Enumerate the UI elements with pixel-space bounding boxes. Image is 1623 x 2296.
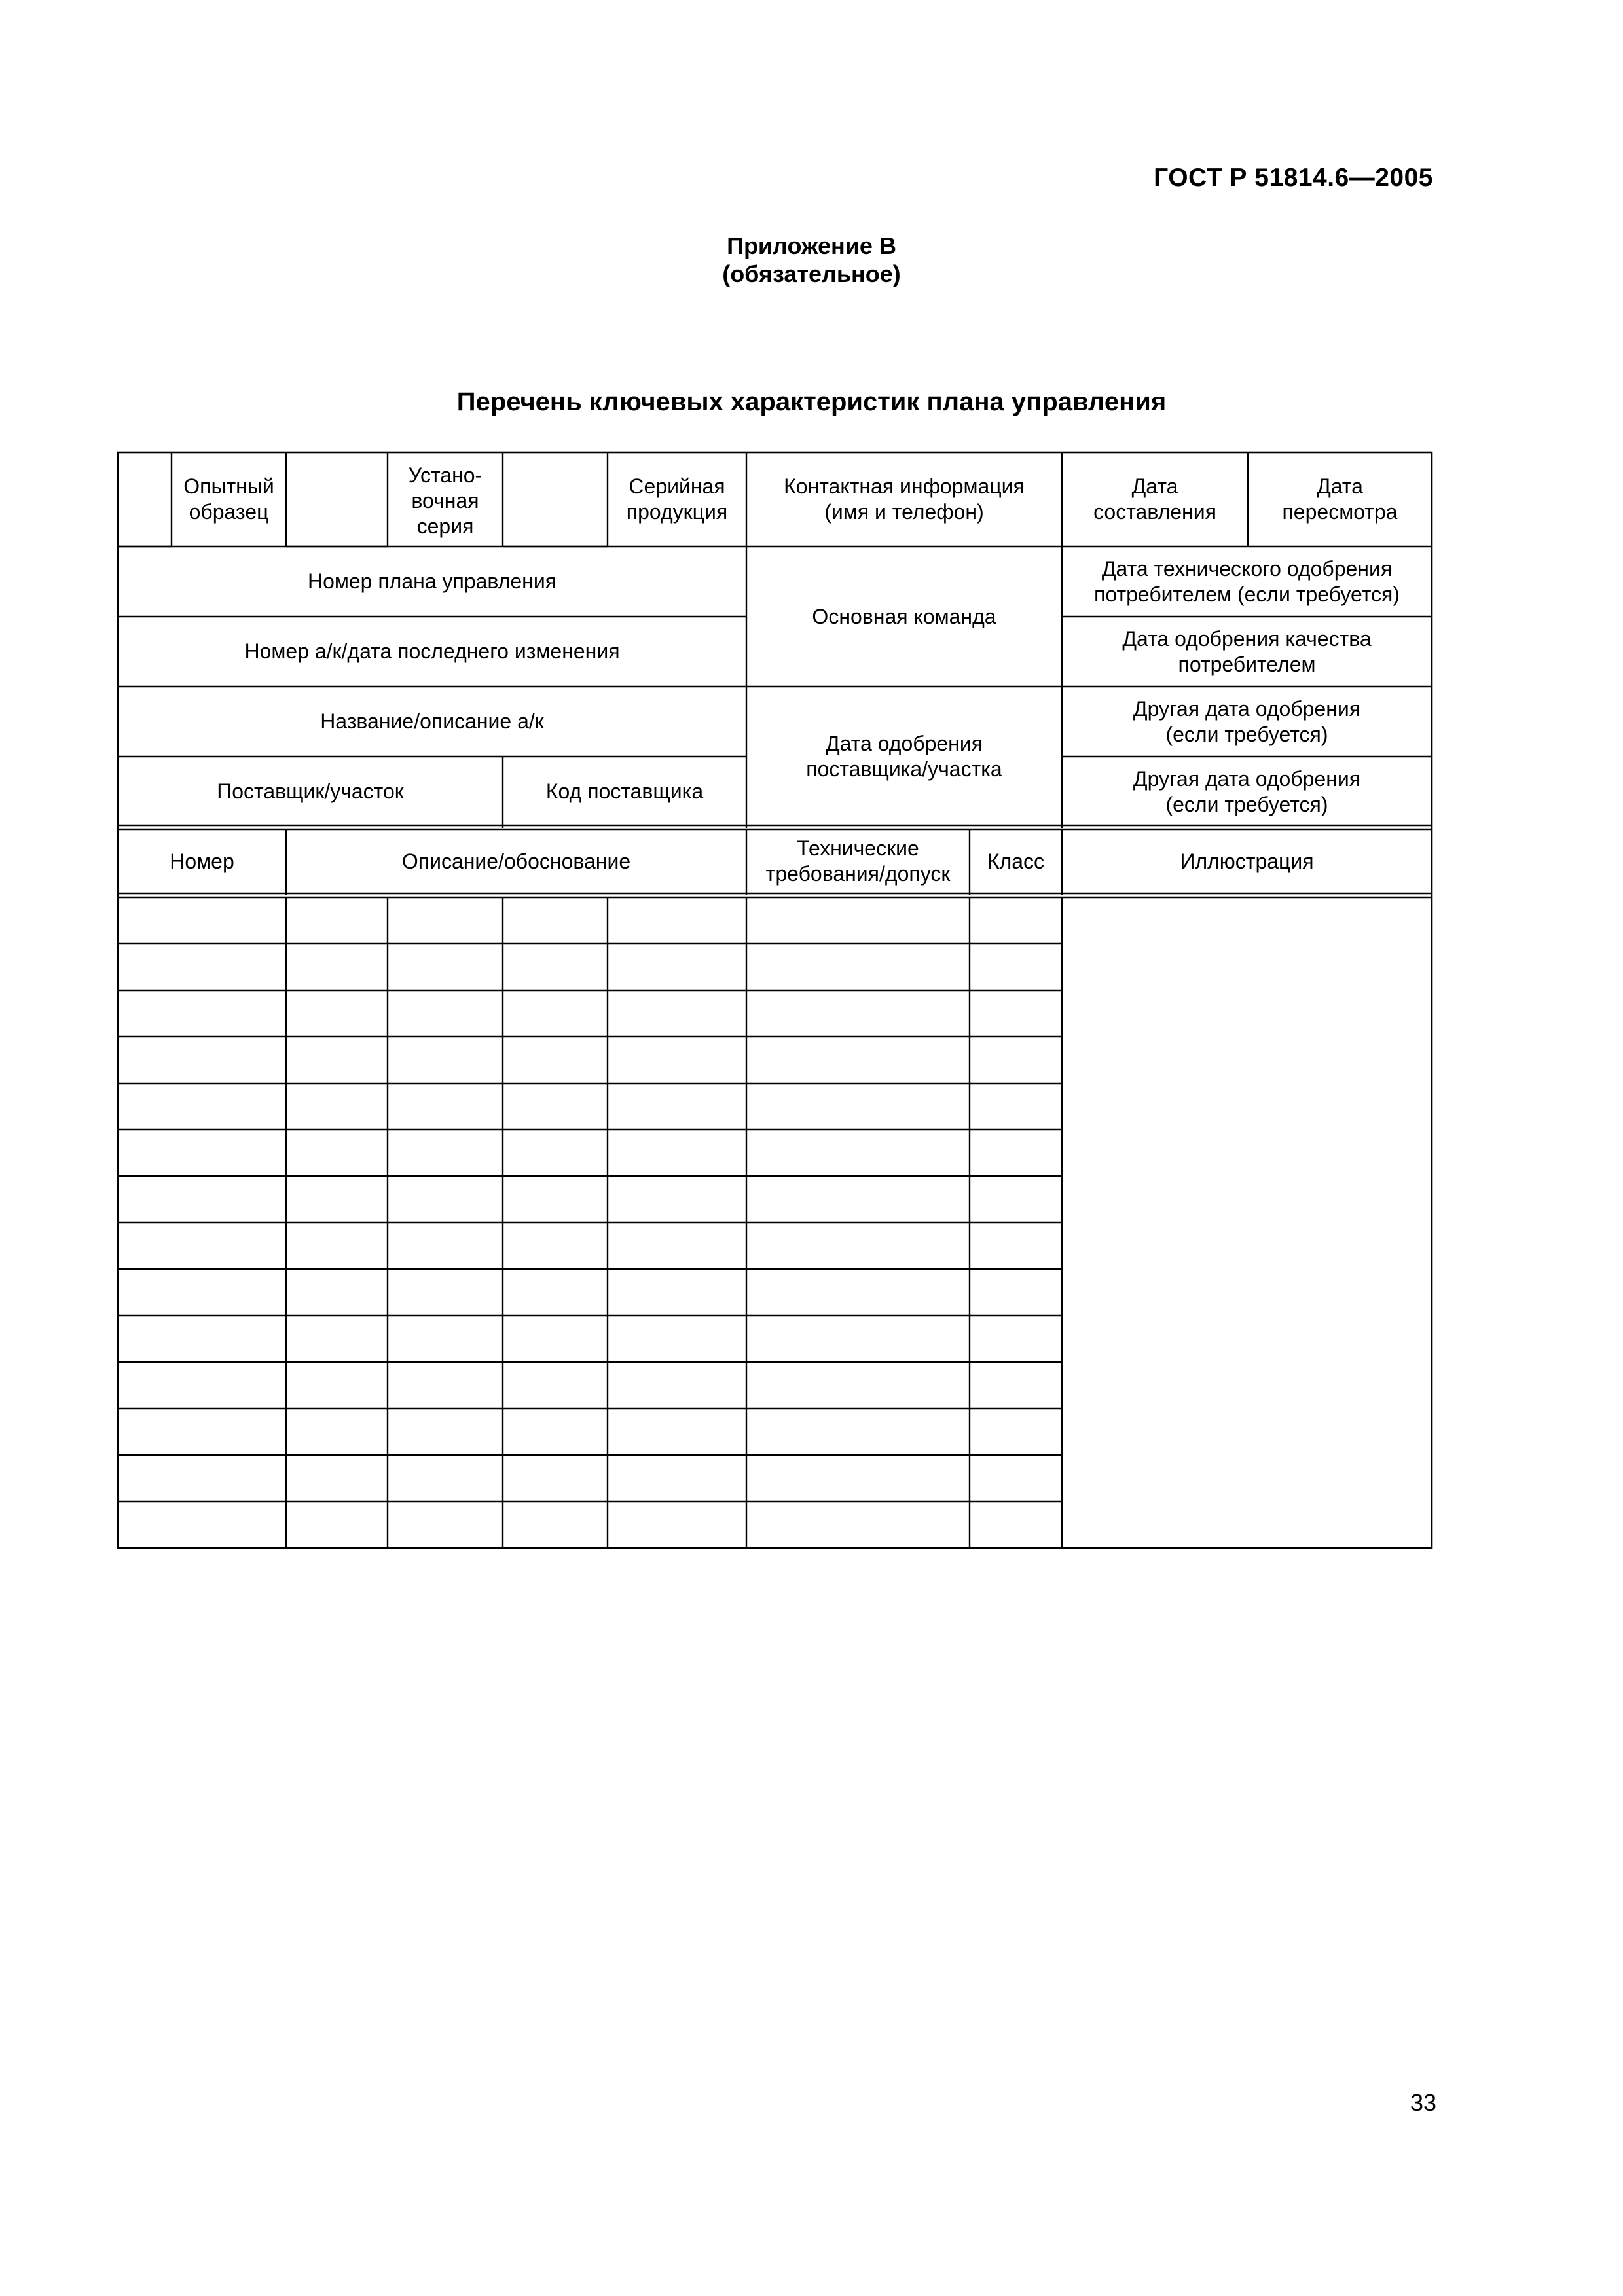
- part-name-description-label: Название/описание а/к: [320, 709, 544, 733]
- annex-title: Приложение В: [727, 232, 896, 259]
- pilot-series-label: Устано- вочная серия: [408, 463, 483, 538]
- column-class-header: Класс: [987, 849, 1045, 873]
- page-number: 33: [1410, 2089, 1436, 2116]
- serial-production-label: Серийная продукция: [626, 475, 728, 524]
- column-illustration-header: Иллюстрация: [1180, 849, 1314, 873]
- standard-code: ГОСТ Р 51814.6—2005: [1154, 164, 1433, 192]
- supplier-code-label: Код поставщика: [545, 780, 704, 803]
- column-specification-header: Технические требования/допуск: [765, 836, 951, 886]
- other-approval-date-2-label: Другая дата одобрения (если требуется): [1133, 766, 1361, 816]
- supplier-site-approval-date-label: Дата одобрения поставщика/участка: [806, 732, 1002, 781]
- control-plan-number-label: Номер плана управления: [307, 569, 557, 593]
- contact-info-label: Контактная информация (имя и телефон): [784, 475, 1025, 524]
- date-revised-label: Дата пересмотра: [1282, 475, 1398, 524]
- customer-quality-approval-label: Дата одобрения качества потребителем: [1122, 626, 1372, 676]
- customer-engineering-approval-label: Дата технического одобрения потребителем (если требуется): [1094, 556, 1400, 606]
- document-title: Перечень ключевых характеристик плана управления: [456, 387, 1167, 416]
- other-approval-date-1-label: Другая дата одобрения (если требуется): [1133, 696, 1361, 746]
- supplier-site-label: Поставщик/участок: [217, 780, 404, 803]
- prototype-label: Опытный образец: [183, 475, 274, 524]
- core-team-label: Основная команда: [812, 604, 996, 628]
- date-created-label: Дата составления: [1093, 475, 1216, 524]
- column-description-header: Описание/обоснование: [401, 849, 631, 873]
- part-number-last-change-label: Номер а/к/дата последнего изменения: [244, 639, 620, 663]
- column-number-header: Номер: [170, 849, 234, 873]
- annex-status: (обязательное): [722, 260, 901, 287]
